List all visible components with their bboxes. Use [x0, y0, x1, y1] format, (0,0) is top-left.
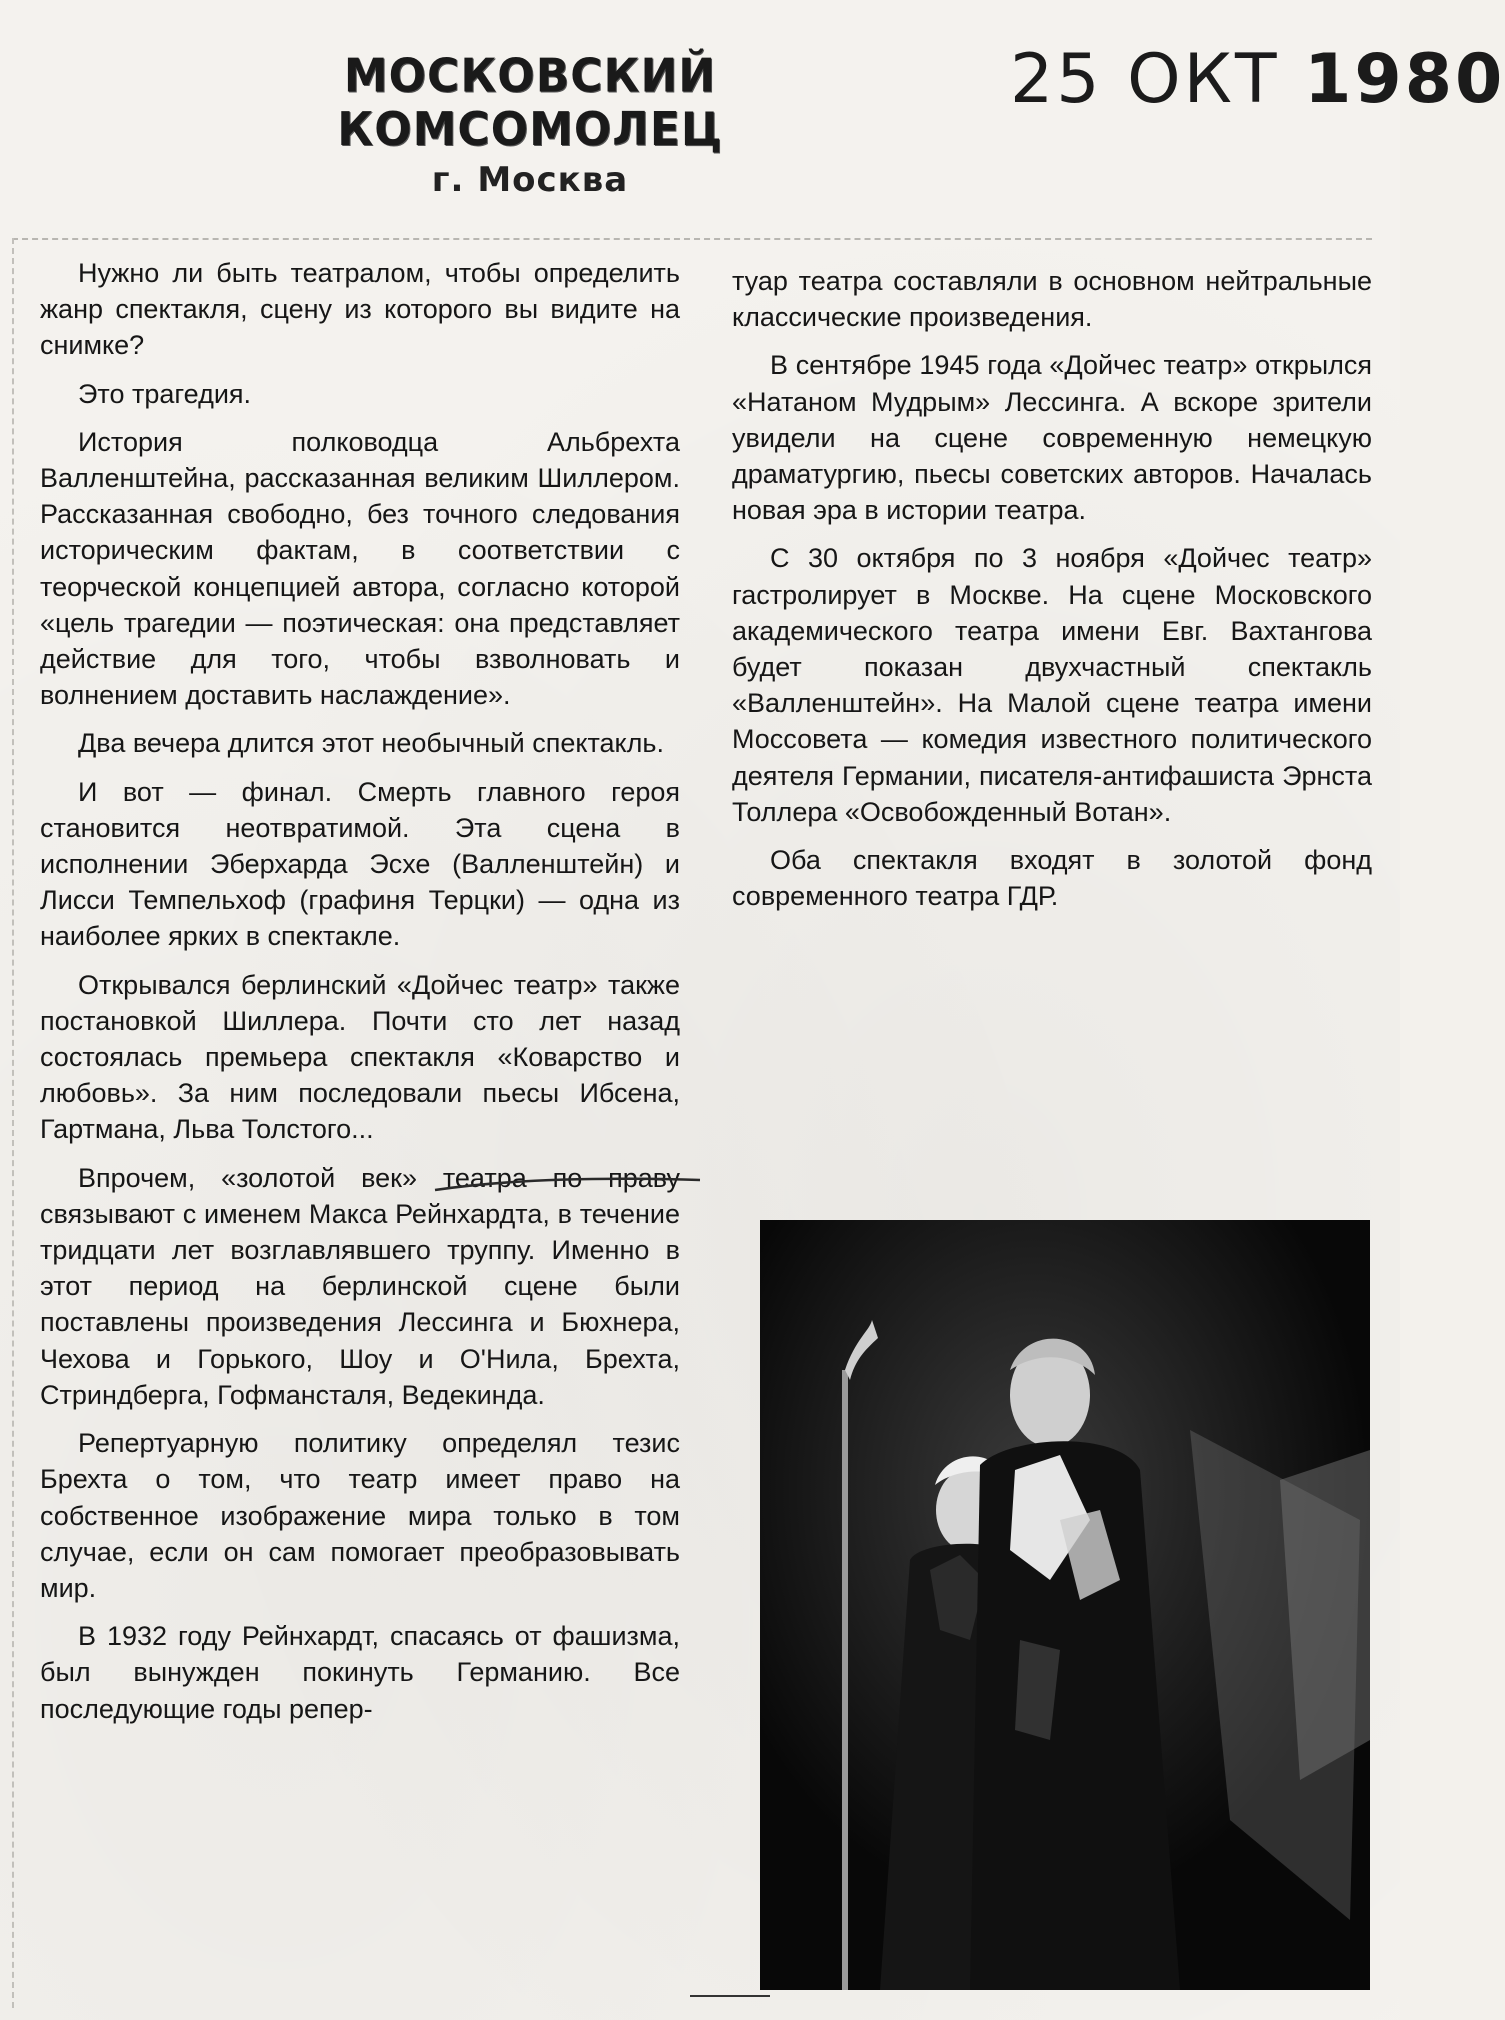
paragraph-continued: туар театра составляли в основном нейтральные классические произведения. — [732, 266, 1372, 333]
stage-photo — [760, 1220, 1370, 1990]
paragraph: В 1932 году Рейнхардт, спасаясь от фашизма, был вынужден покинуть Германию. Все последующие годы репер- — [40, 1621, 680, 1724]
clipping-top-edge — [12, 238, 1372, 240]
pen-underline-mark — [430, 1170, 710, 1200]
date-stamp-day-month: 25 ОКТ — [1010, 40, 1280, 119]
paragraph: Открывался берлинский «Дойчес театр» также постановкой Шиллера. Почти сто лет назад состоялась премьера спектакля «Коварство и любовь». За ним последовали пьесы Ибсена, Гартмана, Льва Толстого... — [40, 969, 680, 1145]
paragraph: И вот — финал. Смерть главного героя становится неотвратимой. Эта сцена в исполнении Эберхарда Эсхе (Валленштейн) и Лисси Темпельхоф (графиня Терцки) — одна из наиболее ярких в спектакле. — [40, 776, 680, 952]
paragraph: Впрочем, «золотой век» театра по праву связывают с именем Макса Рейнхардта, в течение тридцати лет возглавлявшего труппу. Именно в этот период на берлинской сцене были поставлены произведения Лессинга и Бюхнера, Чехова и Горького, Шоу и О'Нила, Брехта, Стриндберга, Гофманcталя, Ведекинда. — [40, 1162, 680, 1410]
clipping-left-edge — [12, 238, 14, 2008]
masthead — [250, 49, 810, 200]
paragraph: С 30 октября по 3 ноября «Дойчес театр» гастролирует в Москве. На сцене Московского академического театра имени Евг. Вахтангова будет показан двухчастный спектакль «Валленштейн». На Малой сцене театра имени Моссовета — комедия известного политического деятеля Германии, писателя-антифашиста Эрнста Толлера «Освобожденный Вотан». — [732, 543, 1372, 827]
paragraph: Два вечера длится этот необычный спектакль. — [78, 728, 664, 759]
paragraph: Оба спектакля входят в золотой фонд современного театра ГДР. — [732, 845, 1372, 912]
column-rule-mark — [690, 1995, 770, 1997]
date-stamp-year: 1980 — [1304, 40, 1505, 119]
article-right-column — [732, 263, 1372, 926]
article-left-column — [40, 255, 680, 1739]
paragraph: Это трагедия. — [78, 378, 252, 409]
paragraph: Нужно ли быть театралом, чтобы определить жанр спектакля, сцену из которого вы видите на снимке? — [40, 258, 680, 361]
newspaper-name: МОСКОВСКИЙ КОМСОМОЛЕЦ — [337, 49, 723, 157]
paragraph: Репертуарную политику определял тезис Брехта о том, что театр имеет право на собственное изображение мира только в том случае, если он сам помогает преобразовывать мир. — [40, 1428, 680, 1603]
date-stamp — [1010, 40, 1505, 119]
paragraph: В сентябре 1945 года «Дойчес театр» открылся «Натаном Мудрым» Лессинга. А вскоре зрители увидели на сцене современную немецкую драматургию, пьесы советских авторов. Началась новая эра в истории театра. — [732, 350, 1372, 526]
paragraph: История полководца Альбрехта Валленштейна, рассказанная великим Шиллером. Рассказанная свободно, без точного следования историческим фактам, в соответствии с теорческой концепцией автора, согласно которой «цель трагедии — поэтическая: она представляет действие для того, чтобы взволновать и волнением доставить наслаждение». — [40, 426, 680, 711]
stage-photo-illustration — [760, 1220, 1370, 1990]
newspaper-city: г. Москва — [431, 160, 629, 200]
